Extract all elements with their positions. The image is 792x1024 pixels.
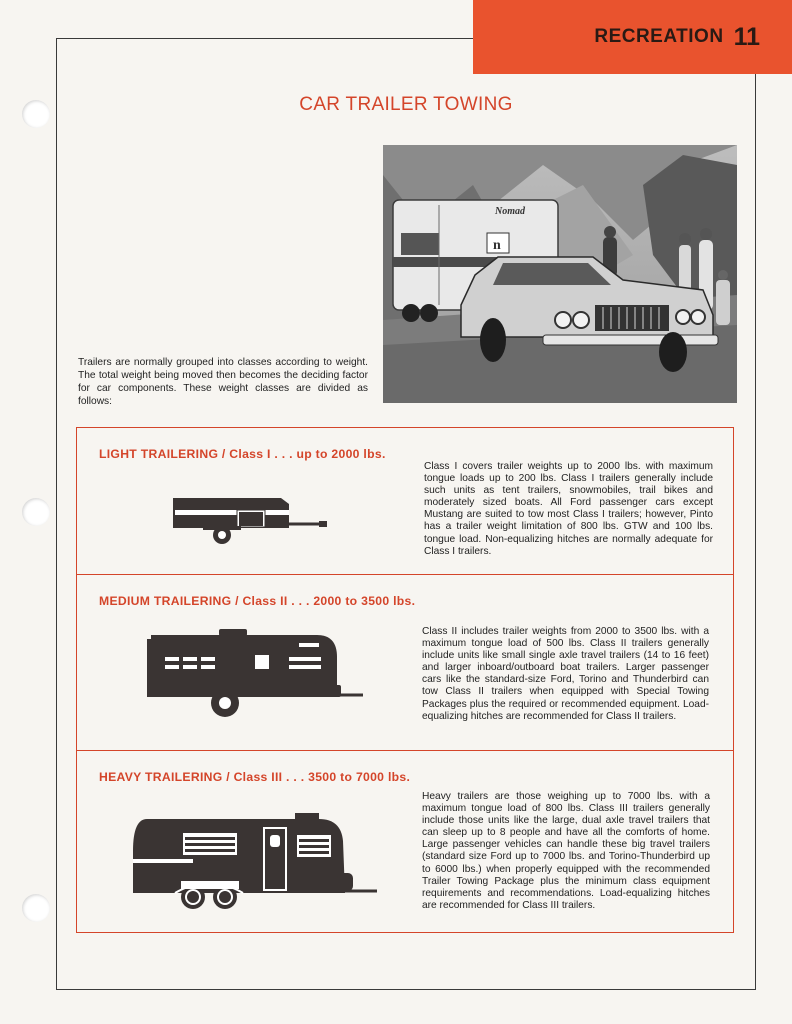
class-2-description: Class II includes trailer weights from 2000 to 3500 lbs. with a maximum tongue load of 500 lbs. Class II trailers generally include units like small single axle travel trailers (14 to 16 feet) and larger inboard/outboard boat trailers. Larger passenger cars like the standard-size Ford, Torino and Thunderbird can tow Class II trailers when equipped with Special Towing Packages plus the required or recommended equipment. Load-equalizing hitches are recommended for Class II trailers. [422, 626, 709, 722]
tent-trailer-icon [169, 494, 329, 551]
class-1-section [76, 427, 734, 575]
class-1-description: Class I covers trailer weights up to 2000 lbs. with maximum tongue loads up to 200 lbs. Class I trailers generally include such units as tent trailers, snowmobiles, trail bikes and moderately sized boats. All Ford passenger cars except Mustang are suited to tow most Class I trailers; however, Pinto has a trailer weight limitation of 800 lbs. GTW and 100 lbs. tongue load. Non-equalizing hitches are normally adequate for Class I trailers. [424, 461, 713, 557]
trailer-brand-text: Nomad [495, 206, 525, 217]
binder-hole-top [22, 100, 50, 128]
class-1-title: LIGHT TRAILERING / Class I . . . up to 2000 lbs. [99, 447, 386, 461]
page-number: 11 [733, 22, 760, 51]
section-header-tab [473, 0, 792, 74]
binder-hole-bottom [22, 894, 50, 922]
travel-trailer-icon [147, 627, 367, 726]
binder-hole-middle [22, 498, 50, 526]
intro-paragraph: Trailers are normally grouped into classes according to weight. The total weight being moved then becomes the deciding factor for car components. These weight classes are divided as follows: [78, 357, 368, 407]
class-3-title: HEAVY TRAILERING / Class III . . . 3500 to 7000 lbs. [99, 770, 411, 784]
section-name: RECREATION [594, 26, 724, 47]
trailer-emblem-text: n [493, 238, 501, 253]
class-3-section [76, 751, 734, 933]
class-3-description: Heavy trailers are those weighing up to 7000 lbs. with a maximum tongue load of 800 lbs. Class III trailers generally include those units like the large, dual axle travel trailers that can sleep up to 8 people and have all the comforts of home. Large passenger vehicles can handle these big travel trailers (standard size Ford up to 7000 lbs. and Torino-Thunderbird up to 6000 lbs.) when properly equipped with the recommended Trailer Towing Package plus the minimum class equipment requirements and recommendations. Load-equalizing hitches are recommended for Class III trailers. [422, 791, 710, 911]
dual-axle-trailer-icon [129, 811, 381, 916]
page-title: CAR TRAILER TOWING [299, 94, 513, 115]
class-2-title: MEDIUM TRAILERING / Class II . . . 2000 to 3500 lbs. [99, 594, 416, 608]
car-towing-trailer-photo [383, 145, 737, 403]
class-2-section [76, 575, 734, 751]
